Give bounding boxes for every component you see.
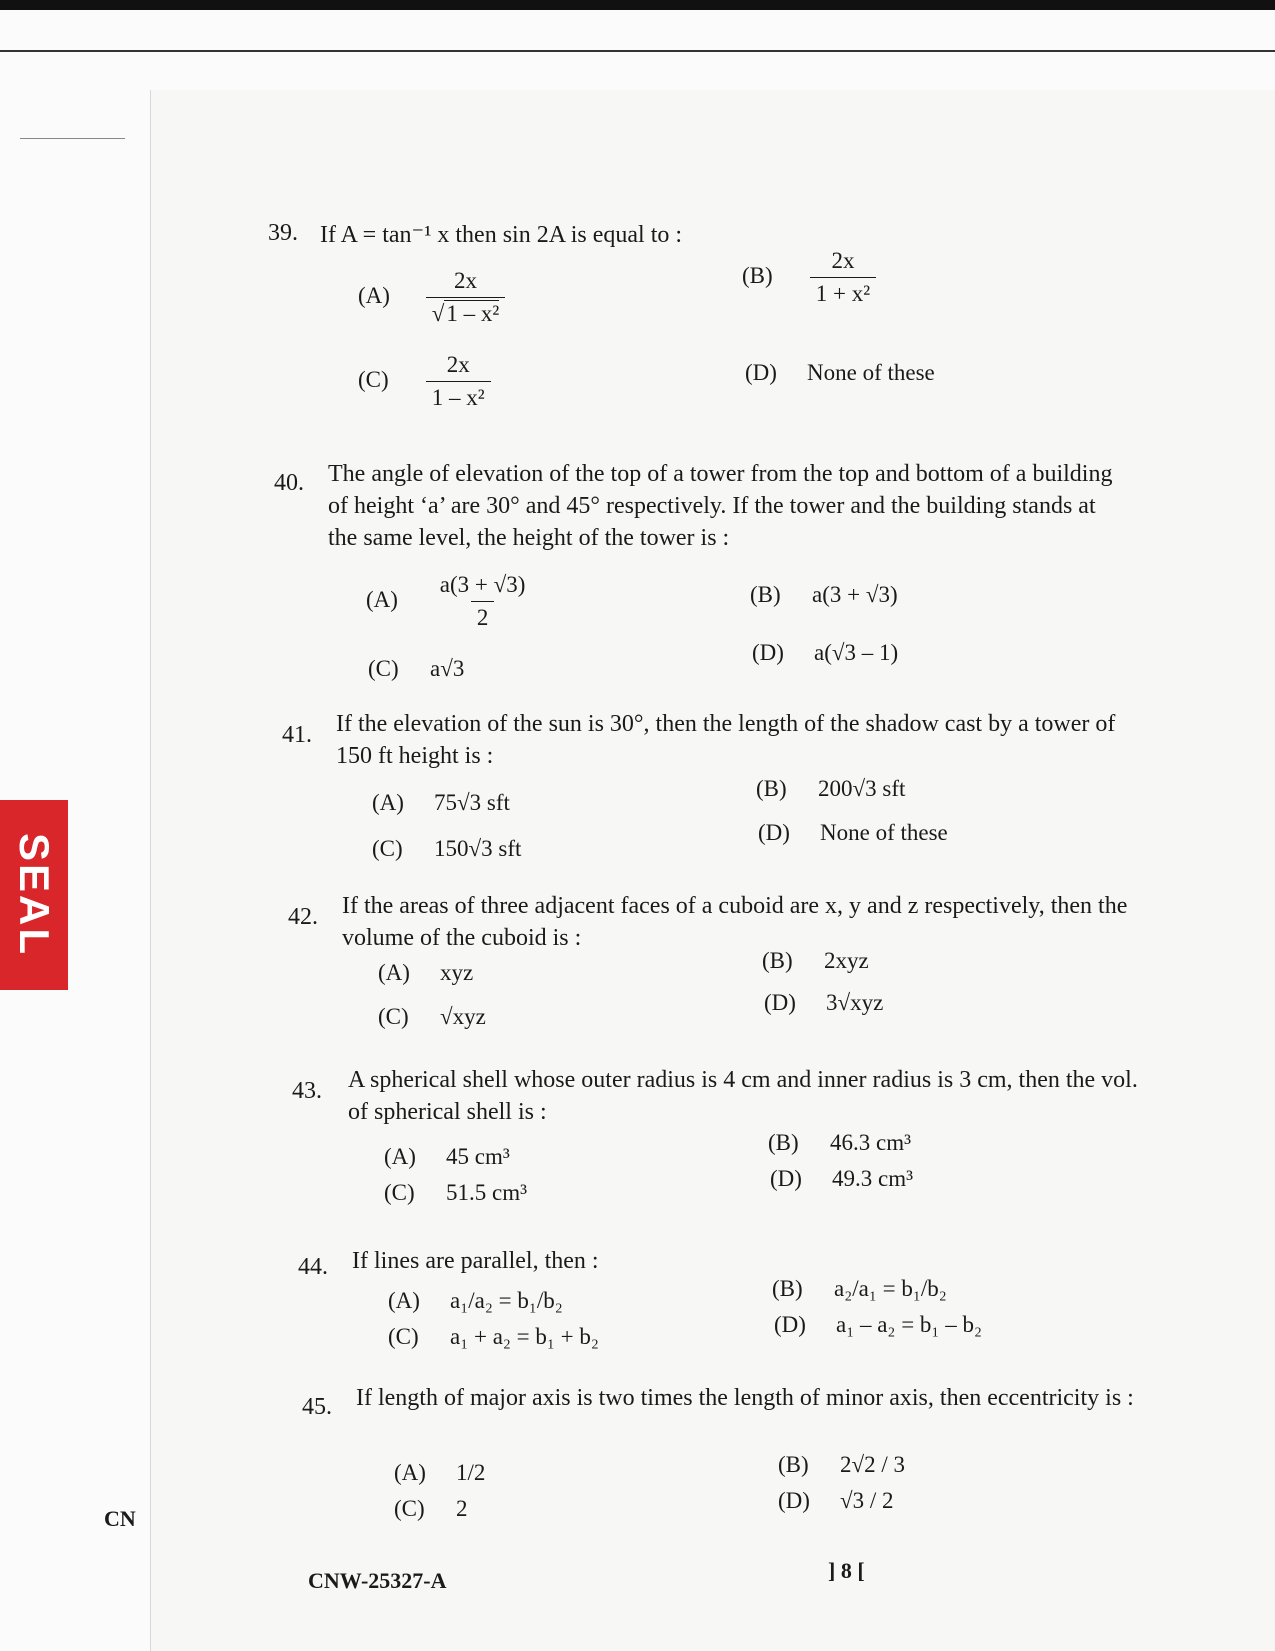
fraction-denominator: 1 + x² (810, 277, 876, 307)
question-number: 42. (288, 904, 318, 930)
option (368, 656, 464, 682)
fraction-denominator: 1 – x² (426, 381, 491, 411)
option (762, 948, 869, 974)
fraction-numerator: 2x (454, 268, 478, 293)
option-label: (C) (378, 1004, 409, 1029)
option-label: (A) (358, 282, 390, 308)
option-label: (D) (764, 990, 796, 1015)
question-text: If length of major axis is two times the length of minor axis, then eccentricity is : (356, 1385, 1134, 1411)
option-value: 2xyz (824, 948, 869, 973)
fraction-denominator: 2 (471, 601, 495, 631)
fraction-numerator: a(3 + √3) (439, 572, 526, 597)
option-value: 200√3 sft (818, 776, 906, 801)
sheet-edge-line-short (20, 138, 125, 139)
fraction (434, 572, 532, 631)
question-number: 40. (274, 470, 304, 496)
fraction (810, 248, 876, 307)
option-label: (B) (778, 1452, 809, 1477)
option (388, 1324, 599, 1350)
option-value: √3 / 2 (840, 1488, 894, 1513)
option-label: (A) (384, 1144, 416, 1169)
option (358, 268, 505, 327)
fraction-numerator: 2x (831, 248, 855, 273)
option (778, 1488, 894, 1514)
option-label: (B) (756, 776, 787, 801)
option (394, 1460, 485, 1486)
question-text: A spherical shell whose outer radius is 4 cm and inner radius is 3 cm, then the vol. of spherical shell is : (348, 1067, 1138, 1125)
question-text: If the elevation of the sun is 30°, then the length of the shadow cast by a tower of 150 ft height is : (336, 711, 1116, 769)
option-label: (B) (768, 1130, 799, 1155)
option-label: (A) (394, 1460, 426, 1485)
option-value: 49.3 cm³ (832, 1166, 913, 1191)
scan-top-border (0, 0, 1275, 10)
option (742, 248, 876, 307)
option-label: (B) (750, 582, 781, 607)
fraction-numerator: 2x (446, 352, 470, 377)
option-value: None of these (820, 820, 948, 845)
fraction-denominator (426, 297, 506, 327)
option-label: (B) (772, 1276, 803, 1301)
option-label: (C) (358, 366, 389, 392)
option-value: a₁ + a₂ = b₁ + b₂ (450, 1324, 599, 1349)
option (774, 1312, 982, 1338)
option-value: 2√2 / 3 (840, 1452, 906, 1477)
option (764, 990, 883, 1016)
question-number: 43. (292, 1078, 322, 1104)
option-label: (C) (394, 1496, 425, 1521)
radical-sign: √ (431, 301, 445, 326)
option (378, 960, 473, 986)
option (752, 640, 898, 666)
radicand: 1 – x² (446, 301, 500, 326)
option-label: (D) (774, 1312, 806, 1337)
option-label: (D) (745, 360, 777, 385)
seal-stamp (0, 800, 68, 990)
option-label: (D) (778, 1488, 810, 1513)
option-label: (A) (372, 790, 404, 815)
fraction (426, 268, 506, 327)
option (768, 1130, 911, 1156)
option-value: 150√3 sft (434, 836, 522, 861)
option-value: a₁/a₂ = b₁/b₂ (450, 1288, 563, 1313)
option (394, 1496, 468, 1522)
question-number: 39. (268, 220, 298, 246)
option-label: (D) (752, 640, 784, 665)
option (756, 776, 905, 802)
question-number: 44. (298, 1254, 328, 1280)
option-label: (C) (372, 836, 403, 861)
option-value: xyz (440, 960, 474, 985)
seal-label: SEAL (11, 832, 59, 958)
option-value: 46.3 cm³ (830, 1130, 911, 1155)
option-label: (A) (388, 1288, 420, 1313)
option-label: (C) (384, 1180, 415, 1205)
option (378, 1004, 486, 1030)
option-value: 3√xyz (826, 990, 884, 1015)
question-text: If lines are parallel, then : (352, 1248, 599, 1274)
option (388, 1288, 563, 1314)
option-value: 45 cm³ (446, 1144, 510, 1169)
option (384, 1144, 510, 1170)
footer-code: CNW-25327-A (308, 1568, 447, 1593)
option-value: a₂/a₁ = b₁/b₂ (834, 1276, 947, 1301)
sheet-edge-line (0, 50, 1275, 52)
option (778, 1452, 905, 1478)
option-value: a√3 (430, 656, 465, 681)
question-number: 45. (302, 1394, 332, 1420)
option-value: 51.5 cm³ (446, 1180, 527, 1205)
question-text: If the areas of three adjacent faces of a cuboid are x, y and z respectively, then the volume of the cuboid is : (342, 893, 1128, 951)
option-value: √xyz (440, 1004, 486, 1029)
option-label: (D) (770, 1166, 802, 1191)
page-number: ] 8 [ (828, 1558, 865, 1583)
question-text: The angle of elevation of the top of a tower from the top and bottom of a building of height ‘a’ are 30° and 45° respectively. If the tower and the building stands at the same level, the height of the tower is : (328, 461, 1113, 551)
option (750, 582, 898, 608)
option (745, 360, 935, 386)
option (770, 1166, 913, 1192)
option-value: a(3 + √3) (812, 582, 898, 607)
side-code: CN (104, 1506, 136, 1531)
option (366, 572, 531, 631)
option-label: (B) (742, 262, 773, 288)
question-text: If A = tan⁻¹ x then sin 2A is equal to : (320, 222, 683, 248)
option (772, 1276, 947, 1302)
question-number: 41. (282, 722, 312, 748)
option-label: (C) (388, 1324, 419, 1349)
option (358, 352, 491, 411)
option-value: a(√3 – 1) (814, 640, 899, 665)
option-value: 2 (456, 1496, 468, 1521)
option-value: None of these (807, 360, 935, 385)
fraction (426, 352, 491, 411)
option-value: 1/2 (456, 1460, 486, 1485)
option-label: (B) (762, 948, 793, 973)
option (372, 836, 521, 862)
option (384, 1180, 527, 1206)
option-value: 75√3 sft (434, 790, 510, 815)
option (372, 790, 510, 816)
option (758, 820, 948, 846)
option-label: (D) (758, 820, 790, 845)
option-label: (A) (378, 960, 410, 985)
option-label: (A) (366, 586, 398, 612)
option-label: (C) (368, 656, 399, 681)
option-value: a₁ – a₂ = b₁ – b₂ (836, 1312, 982, 1337)
